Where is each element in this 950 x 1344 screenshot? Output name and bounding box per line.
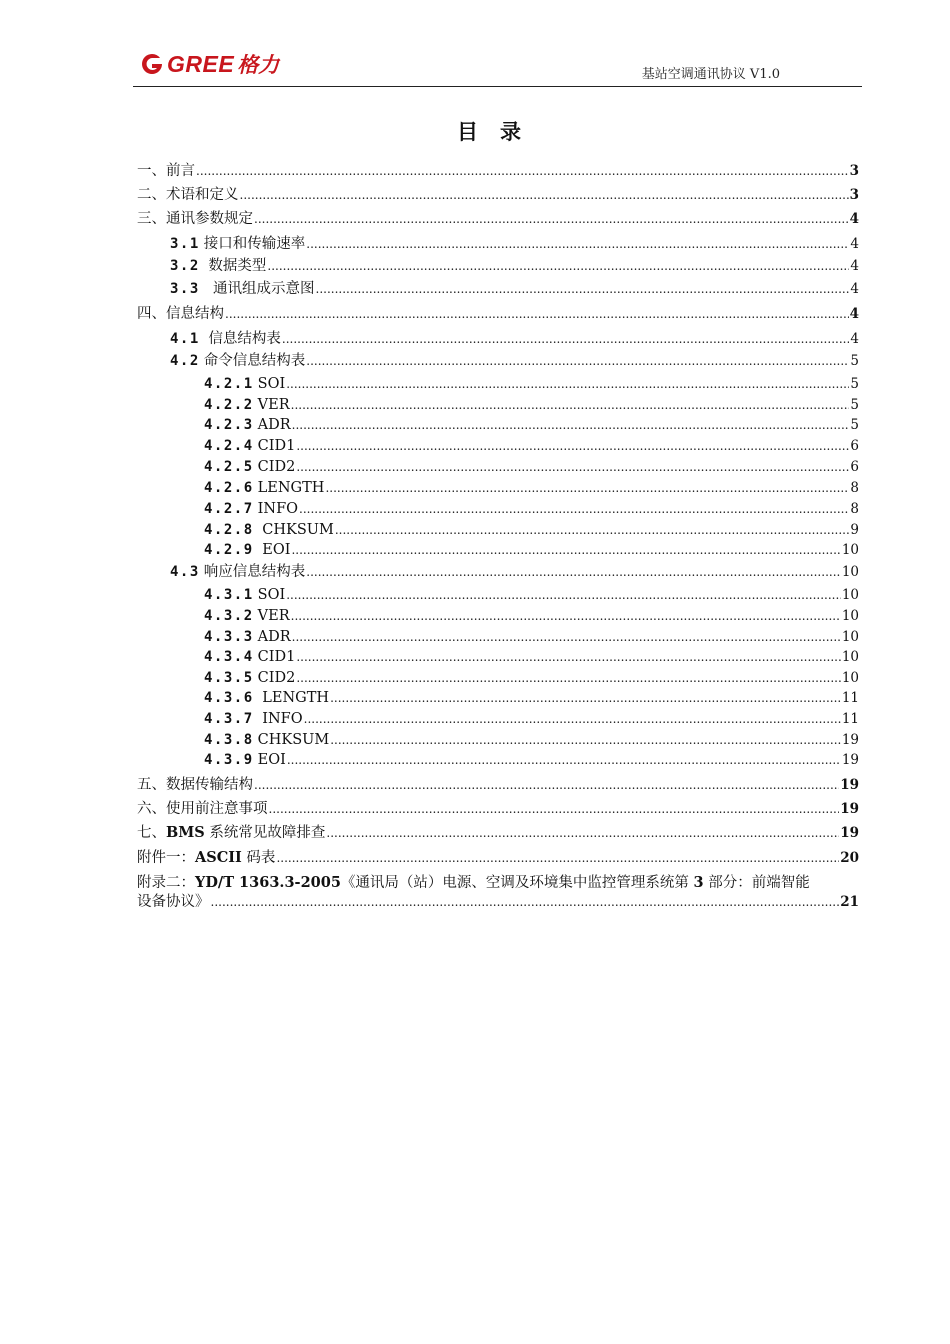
toc-section-number: 4.2.3 — [204, 417, 254, 433]
toc-section-number: 4.2.6 — [204, 480, 254, 496]
toc-section-number: 4.2.1 — [204, 376, 254, 392]
document-header-title: 基站空调通讯协议 V1.0 — [641, 67, 780, 82]
toc-entry[interactable] — [204, 541, 859, 559]
toc-entry[interactable] — [204, 628, 859, 646]
toc-label: 响应信息结构表 — [203, 564, 306, 580]
toc-section-number: 4.2.2 — [204, 397, 254, 413]
toc-label: 一、前言 — [137, 163, 195, 179]
toc-label: INFO — [257, 501, 299, 517]
toc-page-number: 5 — [850, 417, 859, 433]
toc-entry[interactable] — [204, 710, 859, 728]
toc-entry[interactable] — [204, 731, 859, 749]
toc-page-number: 10 — [841, 542, 859, 558]
toc-page-number: 4 — [850, 258, 859, 274]
toc-leader-dots — [306, 352, 849, 370]
toc-entry[interactable] — [137, 849, 859, 867]
toc-section-number: 4.1 — [170, 331, 200, 347]
toc-label: 六、使用前注意事项 — [137, 801, 268, 817]
toc-leader-dots — [335, 521, 850, 539]
gree-logo — [139, 50, 279, 78]
toc-label: VER — [257, 608, 290, 624]
toc-leader-dots — [291, 541, 840, 559]
toc-entry[interactable] — [204, 689, 859, 707]
toc-section-number: 4.3.3 — [204, 629, 254, 645]
toc-entry[interactable] — [170, 235, 859, 253]
toc-label: 四、信息结构 — [137, 306, 224, 322]
toc-label: SOI — [257, 587, 286, 603]
toc-leader-dots — [325, 479, 849, 497]
toc-leader-dots — [240, 186, 849, 204]
toc-leader-dots — [296, 458, 849, 476]
toc-section-number: 4.2.4 — [204, 438, 254, 454]
toc-leader-dots — [306, 563, 841, 581]
toc-entry[interactable] — [137, 186, 859, 204]
toc-section-number: 4.2.8 — [204, 522, 254, 538]
toc-label: CID2 — [257, 670, 296, 686]
toc-label: CID1 — [257, 438, 296, 454]
toc-label-bold: 3 — [693, 874, 704, 891]
toc-page-number: 9 — [850, 522, 859, 538]
toc-label: INFO — [257, 711, 303, 727]
toc-entry[interactable] — [137, 776, 859, 794]
toc-leader-dots — [299, 500, 849, 518]
toc-section-number: 3.2 — [170, 258, 200, 274]
toc-label — [137, 849, 275, 867]
toc-entry[interactable] — [204, 607, 859, 625]
toc-label: EOI — [257, 752, 286, 768]
toc-leader-dots — [330, 731, 841, 749]
toc-page-number: 6 — [850, 438, 859, 454]
toc-leader-dots — [225, 305, 849, 323]
toc-section-number: 3.3 — [170, 281, 200, 297]
toc-label-bold: YD/T 1363.3-2005 — [195, 874, 341, 891]
toc-page-number: 8 — [850, 501, 859, 517]
toc-page-number: 3 — [849, 187, 859, 203]
toc-leader-dots — [304, 710, 841, 728]
toc-leader-dots — [276, 849, 839, 867]
toc-leader-dots — [291, 607, 841, 625]
toc-entry[interactable] — [137, 800, 859, 818]
toc-page-number: 4 — [850, 331, 859, 347]
toc-page-number: 5 — [850, 376, 859, 392]
toc-label: 数据类型 — [203, 258, 267, 274]
toc-label: VER — [257, 397, 290, 413]
toc-label: SOI — [257, 376, 286, 392]
toc-leader-dots — [292, 416, 850, 434]
toc-page-number: 11 — [841, 711, 859, 727]
toc-entry[interactable] — [204, 669, 859, 687]
logo-text: GREE — [167, 50, 235, 77]
toc-leader-dots — [286, 586, 841, 604]
toc-label: CHKSUM — [257, 522, 334, 538]
toc-page-number: 4 — [850, 281, 859, 297]
logo-chinese-text: 格力 — [237, 53, 280, 77]
toc-page-number: 10 — [841, 608, 859, 624]
toc-leader-dots — [254, 210, 849, 228]
toc-page-number: 5 — [850, 353, 859, 369]
toc-label-text: 部分：前端智能 — [703, 875, 810, 891]
toc-section-number: 4.3.5 — [204, 670, 254, 686]
toc-leader-dots — [326, 824, 839, 842]
toc-leader-dots — [291, 396, 850, 414]
toc-label: 接口和传输速率 — [203, 236, 306, 252]
toc-entry[interactable] — [204, 479, 859, 497]
toc-leader-dots — [296, 648, 840, 666]
toc-section-number: 4.2.9 — [204, 542, 254, 558]
toc-entry[interactable] — [204, 586, 859, 604]
toc-label-prefix: 附录二： — [137, 875, 195, 891]
toc-entry[interactable] — [170, 257, 859, 275]
toc-page-number: 10 — [841, 587, 859, 603]
toc-label-text: 码表 — [241, 850, 276, 866]
toc-label: 信息结构表 — [203, 331, 281, 347]
toc-page-number: 4 — [849, 211, 859, 227]
toc-section-number: 4.3.1 — [204, 587, 254, 603]
toc-page-number: 6 — [850, 459, 859, 475]
toc-page-number: 21 — [840, 894, 859, 910]
toc-label: EOI — [257, 542, 291, 558]
toc-section-number: 4.3.7 — [204, 711, 254, 727]
toc-page-number: 10 — [841, 564, 859, 580]
toc-page-number: 8 — [850, 480, 859, 496]
toc-label: ADR — [257, 629, 291, 645]
toc-page-number: 19 — [841, 732, 859, 748]
page-header — [133, 46, 862, 87]
toc-label: 二、术语和定义 — [137, 187, 239, 203]
toc-page-number: 10 — [841, 670, 859, 686]
toc-leader-dots — [287, 751, 841, 769]
toc-label-prefix: 附件一： — [137, 850, 195, 866]
toc-section-number: 4.2.5 — [204, 459, 254, 475]
toc-label: CID2 — [257, 459, 296, 475]
toc-label-bold: ASCII — [195, 849, 242, 866]
toc-leader-dots — [286, 375, 849, 393]
toc-label-text: 《通讯局（站）电源、空调及环境集中监控管理系统第 — [340, 875, 694, 891]
toc-page-number: 19 — [840, 825, 859, 841]
toc-title: 目录 — [457, 119, 543, 144]
toc-label: 通讯组成示意图 — [203, 281, 315, 297]
toc-entry[interactable] — [137, 305, 859, 323]
toc-entry[interactable] — [204, 648, 859, 666]
toc-entry[interactable] — [204, 521, 859, 539]
toc-label-prefix: 七、 — [137, 825, 166, 841]
toc-entry[interactable] — [204, 500, 859, 518]
toc-label: 命令信息结构表 — [203, 353, 306, 369]
toc-label: CID1 — [257, 649, 296, 665]
toc-entry[interactable] — [204, 396, 859, 414]
toc-leader-dots — [267, 257, 849, 275]
toc-leader-dots — [316, 280, 850, 298]
toc-entry[interactable] — [170, 352, 859, 370]
toc-leader-dots — [196, 162, 849, 180]
toc-page-number: 4 — [849, 306, 859, 322]
toc-entry[interactable] — [204, 416, 859, 434]
toc-entry-line1 — [137, 873, 859, 893]
toc-label-text: 系统常见故障排查 — [204, 825, 326, 841]
toc-entry[interactable] — [170, 280, 859, 298]
toc-section-number: 4.3.9 — [204, 752, 254, 768]
toc-leader-dots — [306, 235, 849, 253]
toc-section-number: 4.3.2 — [204, 608, 254, 624]
toc-label: CHKSUM — [257, 732, 330, 748]
toc-entry[interactable] — [137, 873, 859, 912]
toc-section-number: 4.2 — [170, 353, 200, 369]
toc-leader-dots — [330, 689, 841, 707]
toc-page-number: 4 — [850, 236, 859, 252]
toc-section-number: 3.1 — [170, 236, 200, 252]
toc-leader-dots — [282, 330, 850, 348]
toc-label: 五、数据传输结构 — [137, 777, 253, 793]
toc-label: LENGTH — [257, 690, 330, 706]
gree-logo-icon — [139, 52, 165, 76]
toc-leader-dots — [292, 628, 841, 646]
toc-leader-dots — [211, 893, 840, 912]
toc-entry-line2 — [137, 893, 859, 912]
toc-entry[interactable] — [170, 330, 859, 348]
toc-label — [137, 824, 325, 842]
toc-entry[interactable] — [204, 375, 859, 393]
toc-label: 三、通讯参数规定 — [137, 211, 253, 227]
toc-leader-dots — [296, 437, 849, 455]
toc-entry[interactable] — [137, 824, 859, 842]
toc-label-bold: BMS — [166, 824, 205, 841]
toc-page-number: 5 — [850, 397, 859, 413]
toc-label: ADR — [257, 417, 291, 433]
toc-label-text: 设备协议》 — [137, 894, 210, 910]
toc-page-number: 19 — [841, 752, 859, 768]
toc-page-number: 10 — [841, 629, 859, 645]
toc-section-number: 4.3 — [170, 564, 200, 580]
toc-page-number: 10 — [841, 649, 859, 665]
toc-section-number: 4.3.8 — [204, 732, 254, 748]
toc-page-number: 19 — [840, 777, 859, 793]
toc-section-number: 4.2.7 — [204, 501, 254, 517]
toc-entry[interactable] — [204, 458, 859, 476]
toc-leader-dots — [254, 776, 839, 794]
toc-page-number: 19 — [840, 801, 859, 817]
toc-label: LENGTH — [257, 480, 325, 496]
toc-section-number: 4.3.4 — [204, 649, 254, 665]
toc-page-number: 11 — [841, 690, 859, 706]
toc-entry[interactable] — [137, 162, 859, 180]
toc-section-number: 4.3.6 — [204, 690, 254, 706]
toc-entry[interactable] — [137, 210, 859, 228]
toc-entry[interactable] — [204, 437, 859, 455]
toc-entry[interactable] — [170, 563, 859, 581]
toc-entry[interactable] — [204, 751, 859, 769]
toc-leader-dots — [269, 800, 840, 818]
toc-leader-dots — [296, 669, 840, 687]
toc-page-number: 3 — [849, 163, 859, 179]
toc-page-number: 20 — [840, 850, 859, 866]
